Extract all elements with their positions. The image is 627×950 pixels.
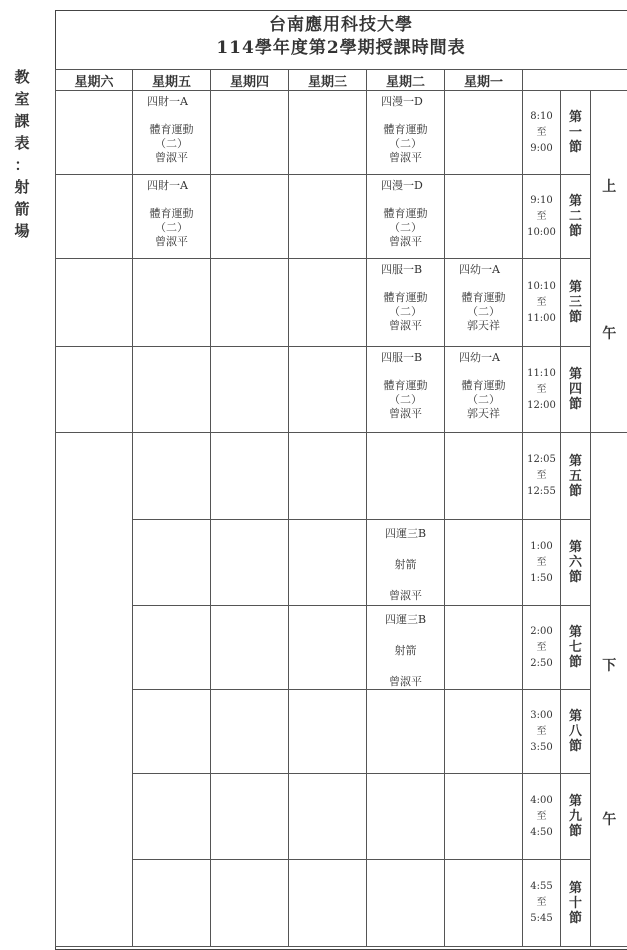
class-group: 四財一A bbox=[147, 95, 188, 108]
period-label bbox=[561, 690, 591, 774]
period-time bbox=[523, 520, 561, 606]
cell-empty bbox=[56, 91, 133, 175]
period-char: 第 bbox=[568, 453, 582, 469]
course-name: 體育運動 bbox=[149, 123, 194, 136]
class-cell bbox=[367, 175, 445, 259]
cell-empty bbox=[211, 175, 289, 259]
cell-empty bbox=[133, 347, 211, 433]
period-char: 第 bbox=[568, 880, 582, 896]
period-char: 節 bbox=[568, 570, 582, 585]
cell-empty bbox=[289, 347, 367, 433]
half-char: 上 bbox=[602, 179, 617, 195]
period-label bbox=[561, 259, 591, 347]
cell-empty bbox=[445, 690, 523, 774]
class-cell bbox=[367, 606, 445, 690]
cell-empty bbox=[133, 433, 211, 520]
cell-empty bbox=[56, 347, 133, 433]
class-group: 四運三B bbox=[384, 527, 427, 540]
table-row bbox=[56, 259, 627, 347]
time-to: 至 bbox=[536, 126, 547, 138]
period-time bbox=[523, 91, 561, 175]
period-char: 第 bbox=[568, 367, 582, 382]
period-char: 節 bbox=[568, 739, 582, 754]
teacher-name: 曾淑平 bbox=[389, 407, 422, 420]
header-tuesday: 星期二 bbox=[367, 70, 445, 91]
time-end: 9:00 bbox=[530, 142, 553, 154]
time-to: 至 bbox=[536, 210, 547, 222]
time-to: 至 bbox=[536, 383, 547, 395]
cell-empty bbox=[211, 433, 289, 520]
time-end: 2:50 bbox=[530, 657, 553, 669]
course-sub: （二） bbox=[389, 221, 422, 234]
time-end: 3:50 bbox=[530, 741, 553, 753]
table-row bbox=[56, 774, 627, 860]
period-char: 三 bbox=[568, 295, 582, 310]
cell-empty bbox=[211, 520, 289, 606]
teacher-name: 曾淑平 bbox=[389, 151, 422, 164]
class-cell bbox=[367, 259, 445, 347]
side-title-char: 課 bbox=[14, 112, 30, 130]
class-group: 四財一A bbox=[147, 179, 188, 192]
period-time bbox=[523, 347, 561, 433]
table-row bbox=[56, 347, 627, 433]
cell-empty bbox=[289, 259, 367, 347]
side-title-char: 射 bbox=[14, 178, 30, 196]
period-char: 五 bbox=[568, 468, 582, 484]
cell-empty bbox=[289, 690, 367, 774]
room-title-vertical bbox=[12, 66, 32, 242]
cell-empty bbox=[445, 433, 523, 520]
header-saturday: 星期六 bbox=[56, 70, 133, 91]
period-label bbox=[561, 175, 591, 259]
cell-empty bbox=[211, 860, 289, 947]
period-label bbox=[561, 774, 591, 860]
header-monday: 星期一 bbox=[445, 70, 523, 91]
time-end: 12:55 bbox=[527, 486, 556, 497]
period-char: 節 bbox=[568, 655, 582, 670]
cell-empty bbox=[211, 91, 289, 175]
course-name: 體育運動 bbox=[383, 207, 428, 220]
time-start: 10:10 bbox=[527, 280, 556, 292]
course-sub: （二） bbox=[155, 137, 188, 150]
side-title-char: 箭 bbox=[14, 200, 30, 218]
class-group: 四運三B bbox=[384, 613, 427, 626]
time-start: 9:10 bbox=[530, 194, 553, 206]
cell-empty bbox=[211, 347, 289, 433]
header-thursday: 星期四 bbox=[211, 70, 289, 91]
period-char: 第 bbox=[568, 794, 582, 809]
table-row bbox=[56, 690, 627, 774]
cell-empty bbox=[445, 860, 523, 947]
half-char: 午 bbox=[602, 326, 617, 342]
time-to: 至 bbox=[536, 725, 547, 737]
cell-empty bbox=[289, 606, 367, 690]
side-title-char: 場 bbox=[14, 222, 30, 240]
cell-empty bbox=[211, 690, 289, 774]
time-start: 2:00 bbox=[530, 625, 553, 637]
time-to: 至 bbox=[536, 897, 547, 908]
cell-empty bbox=[56, 259, 133, 347]
course-sub: （二） bbox=[155, 221, 188, 234]
saturday-afternoon-empty bbox=[56, 433, 133, 947]
time-end: 5:45 bbox=[530, 913, 553, 924]
header-row bbox=[56, 70, 627, 91]
period-label bbox=[561, 860, 591, 947]
course-name: 體育運動 bbox=[383, 379, 428, 392]
course-name: 體育運動 bbox=[383, 123, 428, 136]
time-to: 至 bbox=[536, 810, 547, 822]
side-title-char: 教 bbox=[14, 68, 30, 86]
period-char: 第 bbox=[568, 194, 582, 209]
cell-empty bbox=[211, 259, 289, 347]
class-cell bbox=[367, 520, 445, 606]
time-to: 至 bbox=[536, 641, 547, 653]
class-group: 四幼一A bbox=[459, 351, 500, 364]
table-row bbox=[56, 175, 627, 259]
cell-empty bbox=[133, 259, 211, 347]
cell-empty bbox=[367, 690, 445, 774]
header-friday: 星期五 bbox=[133, 70, 211, 91]
school-name: 台南應用科技大學 bbox=[269, 15, 413, 35]
time-start: 8:10 bbox=[530, 110, 553, 122]
cell-empty bbox=[133, 606, 211, 690]
cell-empty bbox=[289, 175, 367, 259]
class-cell bbox=[367, 347, 445, 433]
cell-empty bbox=[289, 774, 367, 860]
time-end: 4:50 bbox=[530, 826, 553, 838]
course-name: 體育運動 bbox=[149, 207, 194, 220]
header-time-blank bbox=[523, 70, 627, 91]
cell-empty bbox=[133, 690, 211, 774]
teacher-name: 郭天祥 bbox=[467, 319, 500, 332]
period-char: 一 bbox=[568, 125, 582, 140]
cell-empty bbox=[445, 606, 523, 690]
class-cell bbox=[445, 347, 523, 433]
time-end: 10:00 bbox=[527, 226, 556, 238]
course-name: 射箭 bbox=[394, 558, 417, 571]
period-label bbox=[561, 606, 591, 690]
cell-empty bbox=[445, 774, 523, 860]
period-time bbox=[523, 433, 561, 520]
semester-title: 114學年度第2學期授課時間表 bbox=[216, 38, 466, 58]
period-char: 節 bbox=[568, 824, 582, 839]
course-name: 體育運動 bbox=[461, 291, 506, 304]
period-char: 節 bbox=[568, 483, 582, 499]
time-to: 至 bbox=[536, 296, 547, 308]
class-group: 四服一B bbox=[381, 263, 423, 276]
time-start: 1:00 bbox=[530, 540, 553, 552]
period-time bbox=[523, 259, 561, 347]
teacher-name: 曾淑平 bbox=[389, 235, 422, 248]
period-char: 八 bbox=[568, 724, 582, 739]
class-cell bbox=[133, 91, 211, 175]
teacher-name: 曾淑平 bbox=[155, 235, 188, 248]
table-row bbox=[56, 433, 627, 520]
period-time bbox=[523, 774, 561, 860]
course-sub: （二） bbox=[389, 137, 422, 150]
table-row bbox=[56, 520, 627, 606]
period-time bbox=[523, 606, 561, 690]
side-title-char: 表 bbox=[14, 134, 30, 152]
teacher-name: 郭天祥 bbox=[467, 407, 500, 420]
course-sub: （二） bbox=[389, 305, 422, 318]
cell-empty bbox=[445, 175, 523, 259]
period-char: 第 bbox=[568, 625, 582, 640]
period-char: 第 bbox=[568, 280, 582, 295]
time-start: 4:55 bbox=[530, 881, 553, 892]
afternoon-label bbox=[591, 433, 627, 947]
period-label bbox=[561, 91, 591, 175]
cell-empty bbox=[133, 774, 211, 860]
time-start: 12:05 bbox=[527, 454, 556, 465]
period-char: 四 bbox=[568, 382, 582, 397]
morning-label bbox=[591, 91, 627, 433]
period-char: 七 bbox=[568, 640, 582, 655]
period-time bbox=[523, 690, 561, 774]
class-group: 四服一B bbox=[381, 351, 423, 364]
course-sub: （二） bbox=[389, 393, 422, 406]
class-cell bbox=[445, 259, 523, 347]
course-name: 體育運動 bbox=[461, 379, 506, 392]
cell-empty bbox=[211, 606, 289, 690]
time-to: 至 bbox=[536, 470, 547, 481]
period-char: 二 bbox=[568, 209, 582, 224]
time-end: 11:00 bbox=[527, 312, 556, 324]
side-title-char: ： bbox=[14, 156, 30, 174]
course-sub: （二） bbox=[467, 393, 500, 406]
half-char: 下 bbox=[602, 658, 617, 674]
teacher-name: 曾淑平 bbox=[155, 151, 188, 164]
time-end: 12:00 bbox=[527, 399, 556, 411]
class-group: 四漫一D bbox=[381, 179, 423, 192]
cell-empty bbox=[289, 91, 367, 175]
time-to: 至 bbox=[536, 556, 547, 568]
side-title-char: 室 bbox=[14, 90, 30, 108]
class-group: 四幼一A bbox=[459, 263, 500, 276]
cell-empty bbox=[289, 520, 367, 606]
period-char: 節 bbox=[568, 910, 582, 926]
period-char: 節 bbox=[568, 224, 582, 239]
period-char: 六 bbox=[568, 555, 582, 570]
period-char: 節 bbox=[568, 140, 582, 155]
cell-empty bbox=[289, 860, 367, 947]
course-sub: （二） bbox=[467, 305, 500, 318]
class-cell bbox=[133, 175, 211, 259]
timetable bbox=[55, 69, 627, 947]
period-char: 第 bbox=[568, 110, 582, 125]
cell-empty bbox=[445, 520, 523, 606]
cell-empty bbox=[367, 433, 445, 520]
class-group: 四漫一D bbox=[381, 95, 423, 108]
period-label bbox=[561, 347, 591, 433]
period-char: 第 bbox=[568, 709, 582, 724]
period-time bbox=[523, 175, 561, 259]
table-row bbox=[56, 606, 627, 690]
table-row bbox=[56, 860, 627, 947]
period-label bbox=[561, 520, 591, 606]
teacher-name: 曾淑平 bbox=[389, 589, 422, 602]
period-char: 第 bbox=[568, 540, 582, 555]
header-wednesday: 星期三 bbox=[289, 70, 367, 91]
course-name: 體育運動 bbox=[383, 291, 428, 304]
class-cell bbox=[367, 91, 445, 175]
time-start: 4:00 bbox=[530, 794, 553, 806]
table-row bbox=[56, 91, 627, 175]
period-char: 九 bbox=[568, 809, 582, 824]
cell-empty bbox=[133, 520, 211, 606]
page-title bbox=[55, 14, 627, 60]
teacher-name: 曾淑平 bbox=[389, 675, 422, 688]
time-end: 1:50 bbox=[530, 572, 553, 584]
time-start: 11:10 bbox=[527, 367, 556, 379]
period-time bbox=[523, 860, 561, 947]
cell-empty bbox=[211, 774, 289, 860]
course-name: 射箭 bbox=[394, 644, 417, 657]
period-char: 節 bbox=[568, 310, 582, 325]
half-char: 午 bbox=[602, 812, 617, 828]
teacher-name: 曾淑平 bbox=[389, 319, 422, 332]
period-char: 十 bbox=[568, 895, 582, 911]
cell-empty bbox=[289, 433, 367, 520]
period-char: 節 bbox=[568, 397, 582, 412]
cell-empty bbox=[56, 175, 133, 259]
time-start: 3:00 bbox=[530, 709, 553, 721]
cell-empty bbox=[445, 91, 523, 175]
cell-empty bbox=[133, 860, 211, 947]
period-label bbox=[561, 433, 591, 520]
cell-empty bbox=[367, 774, 445, 860]
cell-empty bbox=[367, 860, 445, 947]
